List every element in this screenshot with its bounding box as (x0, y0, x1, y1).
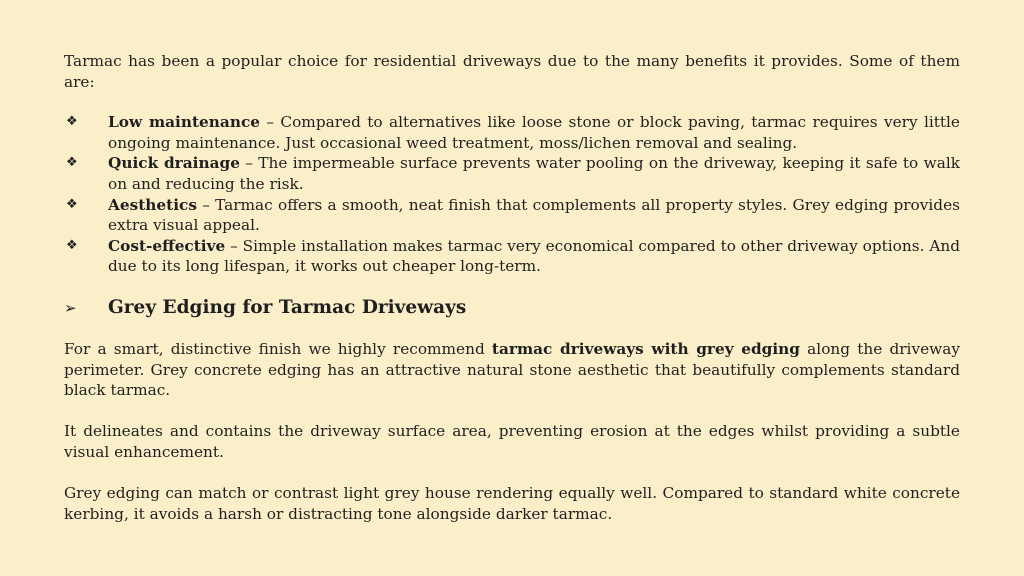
benefit-title: Low maintenance (108, 113, 260, 132)
benefit-title: Aesthetics (108, 195, 197, 214)
diamond-bullet-icon: ❖ (66, 237, 78, 253)
benefit-text: – Tarmac offers a smooth, neat finish that complements all property styles. Grey edging provides extra visual appeal. (108, 195, 960, 235)
list-item (64, 236, 960, 277)
section-paragraph-2: It delineates and contains the driveway surface area, preventing erosion at the edges whilst providing a subtle visual enhancement. (64, 422, 960, 461)
highlighted-phrase: tarmac driveways with grey edging (491, 339, 800, 358)
section-paragraph-3: Grey edging can match or contrast light grey house rendering equally well. Compared to standard white concrete kerbing, it avoids a harsh or distracting tone alongside darker tarmac. (64, 483, 960, 523)
paragraph-text: along the driveway perimeter. Grey concrete edging has an attractive natural stone aesthetic that beautifully complements standard black tarmac. (64, 339, 960, 400)
list-item (64, 153, 960, 194)
benefit-title: Quick drainage (108, 154, 240, 173)
section-heading-row (64, 297, 960, 319)
intro-paragraph: Tarmac has been a popular choice for residential driveways due to the many benefits it provides. Some of them are: (64, 52, 960, 91)
list-item (64, 195, 960, 236)
arrow-bullet-icon: ➢ (64, 298, 77, 317)
benefit-text: – The impermeable surface prevents water pooling on the driveway, keeping it safe to walk on and reducing the risk. (108, 154, 960, 193)
diamond-bullet-icon: ❖ (66, 196, 78, 212)
section-paragraph-1 (64, 339, 960, 401)
list-item (64, 112, 960, 153)
diamond-bullet-icon: ❖ (66, 155, 78, 171)
paragraph-text: For a smart, distinctive finish we highly recommend (64, 339, 492, 358)
benefit-title: Cost-effective (108, 236, 226, 255)
benefits-list (64, 112, 960, 277)
benefit-text: – Simple installation makes tarmac very economical compared to other driveway options. And due to its long lifespan, it works out cheaper long-term. (108, 236, 961, 276)
benefit-text: – Compared to alternatives like loose stone or block paving, tarmac requires very little ongoing maintenance. Just occasional weed treatment, moss/lichen removal and sealing. (108, 113, 960, 152)
section-heading: Grey Edging for Tarmac Driveways (108, 296, 467, 318)
diamond-bullet-icon: ❖ (66, 114, 78, 130)
